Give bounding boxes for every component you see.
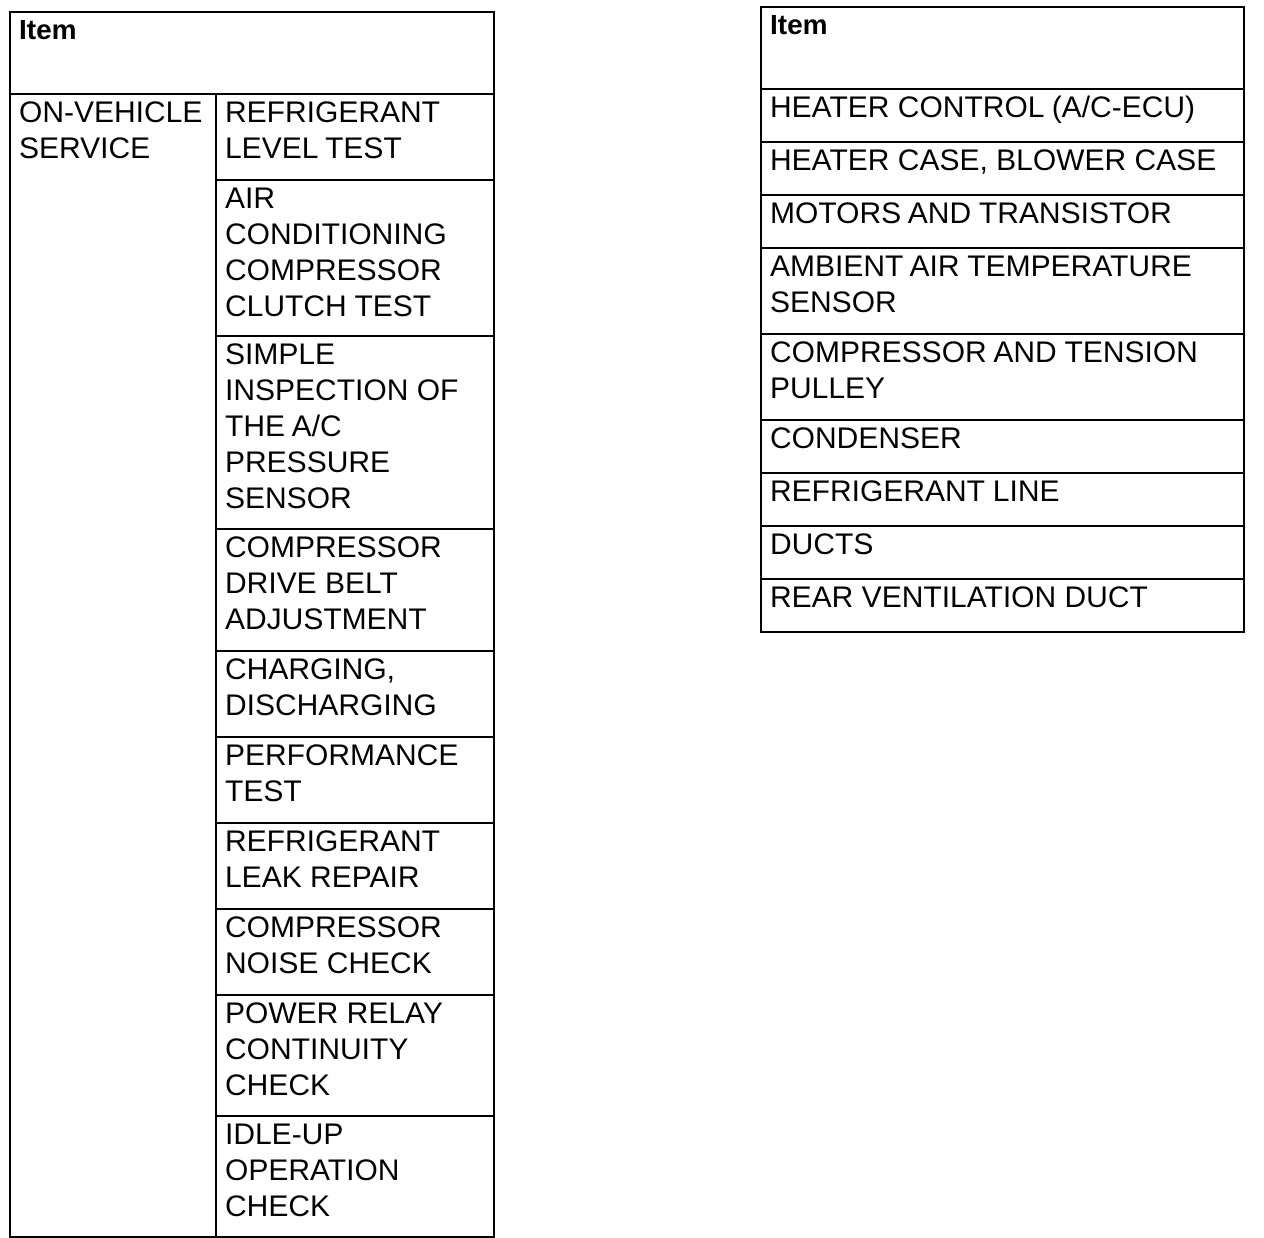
- left-item-table: [9, 11, 495, 1238]
- table-row: [761, 526, 1244, 579]
- table-row: [761, 473, 1244, 526]
- table-row: [761, 420, 1244, 473]
- cell-text-line: TEST: [225, 775, 302, 808]
- cell-text-line: AIR: [225, 182, 276, 215]
- table-row: [761, 142, 1244, 195]
- item-cell: [216, 1116, 494, 1237]
- cell-text-line: CLUTCH TEST: [225, 290, 432, 323]
- cell-text-line: LEVEL TEST: [225, 132, 402, 165]
- item-cell: [216, 995, 494, 1116]
- table-row: [761, 248, 1244, 334]
- left-table-body: [10, 94, 494, 1237]
- table-row: [761, 579, 1244, 632]
- item-cell: [216, 909, 494, 995]
- cell-text-line: COMPRESSOR: [225, 254, 442, 287]
- cell-text-line: PULLEY: [770, 372, 886, 405]
- table-header-row: [10, 12, 494, 94]
- item-cell: [216, 737, 494, 823]
- cell-text-line: AMBIENT AIR TEMPERATURE: [770, 250, 1192, 283]
- right-table-body: [761, 89, 1244, 632]
- cell-text-line: CONDENSER: [770, 422, 962, 455]
- cell-text-line: REFRIGERANT: [225, 825, 441, 858]
- item-cell: [761, 420, 1244, 473]
- cell-text-line: DRIVE BELT: [225, 567, 398, 600]
- item-cell: [761, 473, 1244, 526]
- cell-text-line: IDLE-UP: [225, 1118, 344, 1151]
- cell-text-line: THE A/C: [225, 410, 342, 443]
- item-cell: [216, 823, 494, 909]
- cell-text-line: NOISE CHECK: [225, 947, 432, 980]
- item-cell: [761, 248, 1244, 334]
- cell-text-line: CHECK: [225, 1069, 331, 1102]
- cell-text-line: OPERATION: [225, 1154, 400, 1187]
- group-label-on-vehicle-service: ON-VEHICLE SERVICE: [10, 94, 216, 1237]
- table-row: [761, 195, 1244, 248]
- table-header-item: Item: [761, 7, 1244, 89]
- cell-text-line: REFRIGERANT LINE: [770, 475, 1060, 508]
- cell-text-line: LEAK REPAIR: [225, 861, 420, 894]
- item-cell: [216, 651, 494, 737]
- item-cell: [761, 579, 1244, 632]
- cell-text-line: COMPRESSOR: [225, 531, 442, 564]
- cell-text-line: SIMPLE: [225, 338, 336, 371]
- item-cell: [216, 336, 494, 529]
- cell-text-line: INSPECTION OF: [225, 374, 459, 407]
- item-cell: [761, 334, 1244, 420]
- cell-text-line: POWER RELAY: [225, 997, 443, 1030]
- cell-text-line: REFRIGERANT: [225, 96, 441, 129]
- cell-text-line: HEATER CONTROL (A/C-ECU): [770, 91, 1196, 124]
- item-cell: [216, 529, 494, 651]
- cell-text-line: DISCHARGING: [225, 689, 437, 722]
- cell-text-line: SENSOR: [225, 482, 352, 515]
- table-row: [761, 334, 1244, 420]
- cell-text-line: CHECK: [225, 1190, 331, 1223]
- table-row: [761, 89, 1244, 142]
- cell-text-line: COMPRESSOR: [225, 911, 442, 944]
- cell-text-line: CONTINUITY: [225, 1033, 409, 1066]
- right-item-table: [760, 6, 1245, 633]
- cell-text-line: DUCTS: [770, 528, 874, 561]
- cell-text-line: PRESSURE: [225, 446, 391, 479]
- item-cell: [761, 195, 1244, 248]
- cell-text-line: REAR VENTILATION DUCT: [770, 581, 1148, 614]
- table-row: [10, 94, 494, 180]
- cell-text-line: COMPRESSOR AND TENSION: [770, 336, 1198, 369]
- table-header-item: Item: [10, 12, 494, 94]
- cell-text-line: SENSOR: [770, 286, 897, 319]
- item-cell: [216, 180, 494, 336]
- cell-text-line: ADJUSTMENT: [225, 603, 427, 636]
- item-cell: [216, 94, 494, 180]
- item-cell: [761, 142, 1244, 195]
- table-header-row: [761, 7, 1244, 89]
- cell-text-line: PERFORMANCE: [225, 739, 459, 772]
- cell-text-line: HEATER CASE, BLOWER CASE: [770, 144, 1217, 177]
- item-cell: [761, 89, 1244, 142]
- cell-text-line: CONDITIONING: [225, 218, 447, 251]
- item-cell: [761, 526, 1244, 579]
- cell-text-line: CHARGING,: [225, 653, 396, 686]
- cell-text-line: MOTORS AND TRANSISTOR: [770, 197, 1172, 230]
